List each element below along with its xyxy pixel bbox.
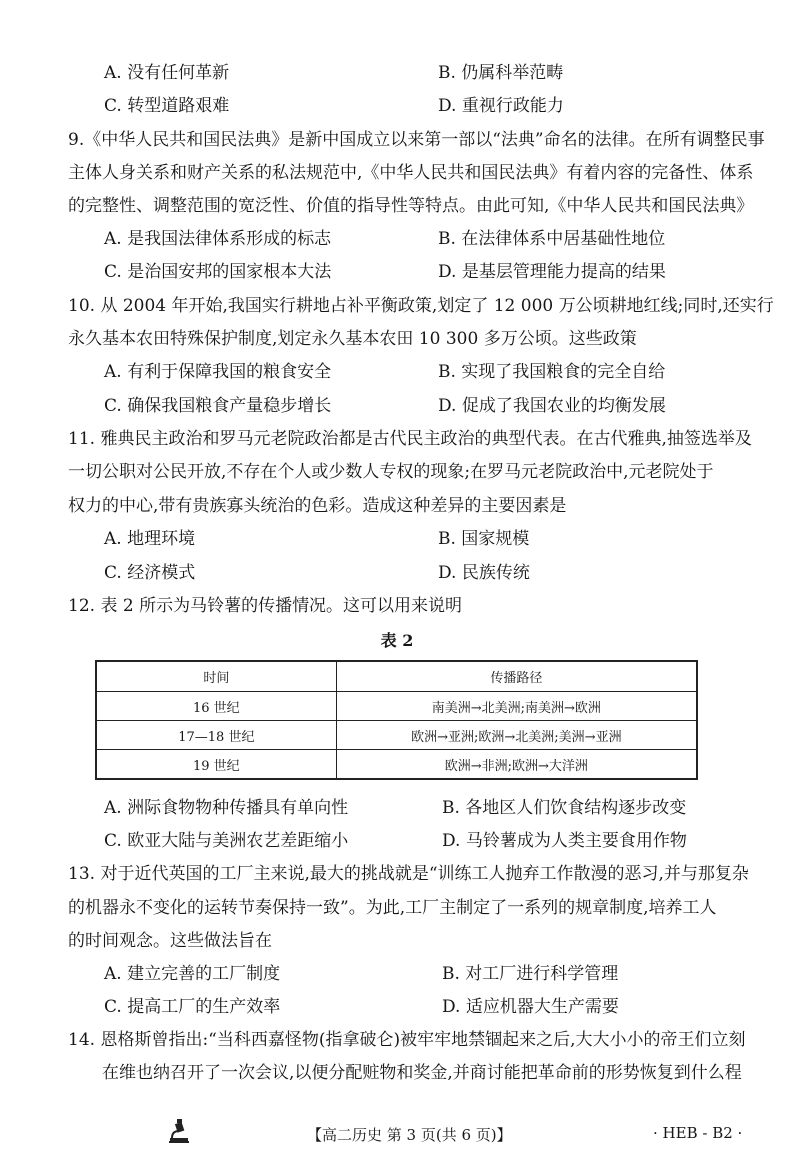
q11-stem-line-2: 一切公职对公民开放,不存在个人或少数人专权的现象;在罗马元老院政治中,元老院处于 — [68, 462, 714, 482]
q13-option-d: D. 适应机器大生产需要 — [442, 997, 619, 1017]
footer-code: · HEB - B2 · — [653, 1124, 743, 1142]
table-cell-time: 16 世纪 — [96, 692, 336, 721]
q11-option-a: A. 地理环境 — [104, 529, 196, 549]
table-header-time: 时间 — [96, 661, 336, 692]
table-row — [96, 692, 697, 721]
table-row — [96, 721, 697, 750]
q12-option-d: D. 马铃薯成为人类主要食用作物 — [442, 831, 687, 851]
q9-option-d: D. 是基层管理能力提高的结果 — [438, 262, 666, 282]
q11-stem-line-1: 11. 雅典民主政治和罗马元老院政治都是古代民主政治的典型代表。在古代雅典,抽签选举及 — [68, 429, 752, 449]
table-cell-route: 南美洲→北美洲;南美洲→欧洲 — [336, 692, 697, 721]
q8-option-b: B. 仍属科举范畴 — [438, 63, 564, 83]
q9-stem-line-3: 的完整性、调整范围的宽泛性、价值的指导性等特点。由此可知,《中华人民共和国民法典》 — [68, 196, 754, 216]
footer-page-info: 【高二历史 第 3 页(共 6 页)】 — [307, 1126, 512, 1144]
q10-option-c: C. 确保我国粮食产量稳步增长 — [104, 396, 332, 416]
table-cell-time: 17—18 世纪 — [96, 721, 336, 750]
q13-stem-line-3: 的时间观念。这些做法旨在 — [68, 931, 272, 951]
q10-stem-line-1: 10. 从 2004 年开始,我国实行耕地占补平衡政策,划定了 12 000 万公顷耕地红线;同时,还实行 — [68, 296, 774, 316]
q8-option-c: C. 转型道路艰难 — [104, 96, 230, 116]
q9-option-a: A. 是我国法律体系形成的标志 — [104, 229, 332, 249]
potato-spread-table — [95, 660, 698, 780]
table-cell-time: 19 世纪 — [96, 750, 336, 780]
table-cell-route: 欧洲→非洲;欧洲→大洋洲 — [336, 750, 697, 780]
q11-option-c: C. 经济模式 — [104, 563, 196, 583]
q13-stem-line-2: 的机器永不变化的运转节奏保持一致”。为此,工厂主制定了一系列的规章制度,培养工人 — [68, 898, 717, 918]
table-header-row — [96, 661, 697, 692]
q12-option-b: B. 各地区人们饮食结构逐步改变 — [442, 798, 687, 818]
q13-option-a: A. 建立完善的工厂制度 — [104, 964, 281, 984]
q13-option-b: B. 对工厂进行科学管理 — [442, 964, 619, 984]
q14-stem-line-2: 在维也纳召开了一次会议,以便分配赃物和奖金,并商讨能把革命前的形势恢复到什么程 — [102, 1063, 742, 1083]
q10-option-b: B. 实现了我国粮食的完全自给 — [438, 362, 666, 382]
table-row — [96, 750, 697, 780]
q9-option-b: B. 在法律体系中居基础性地位 — [438, 229, 666, 249]
q8-option-a: A. 没有任何革新 — [104, 63, 230, 83]
q10-option-a: A. 有利于保障我国的粮食安全 — [104, 362, 332, 382]
q9-stem-line-1: 9.《中华人民共和国民法典》是新中国成立以来第一部以“法典”命名的法律。在所有调整民事 — [68, 130, 765, 150]
q11-stem-line-3: 权力的中心,带有贵族寡头统治的色彩。造成这种差异的主要因素是 — [68, 496, 567, 516]
q11-option-d: D. 民族传统 — [438, 563, 530, 583]
q12-option-a: A. 洲际食物物种传播具有单向性 — [104, 798, 349, 818]
q13-stem-line-1: 13. 对于近代英国的工厂主来说,最大的挑战就是“训练工人抛弃工作散漫的恶习,并与那复杂 — [68, 864, 749, 884]
q10-stem-line-2: 永久基本农田特殊保护制度,划定永久基本农田 10 300 多万公顷。这些政策 — [68, 329, 637, 349]
q14-stem-line-1: 14. 恩格斯曾指出:“当科西嘉怪物(指拿破仑)被牢牢地禁锢起来之后,大大小小的帝王们立刻 — [68, 1030, 746, 1050]
q8-option-d: D. 重视行政能力 — [438, 96, 564, 116]
q9-stem-line-2: 主体人身关系和财产关系的私法规范中,《中华人民共和国民法典》有着内容的完备性、体系 — [68, 163, 754, 183]
q9-option-c: C. 是治国安邦的国家根本大法 — [104, 262, 332, 282]
microscope-logo-icon — [168, 1118, 190, 1144]
table-caption: 表 2 — [380, 631, 414, 650]
table-header-route: 传播路径 — [336, 661, 697, 692]
q13-option-c: C. 提高工厂的生产效率 — [104, 997, 281, 1017]
q10-option-d: D. 促成了我国农业的均衡发展 — [438, 396, 666, 416]
q11-option-b: B. 国家规模 — [438, 529, 530, 549]
q12-option-c: C. 欧亚大陆与美洲农艺差距缩小 — [104, 831, 349, 851]
q12-stem-line-1: 12. 表 2 所示为马铃薯的传播情况。这可以用来说明 — [68, 596, 463, 616]
table-cell-route: 欧洲→亚洲;欧洲→北美洲;美洲→亚洲 — [336, 721, 697, 750]
